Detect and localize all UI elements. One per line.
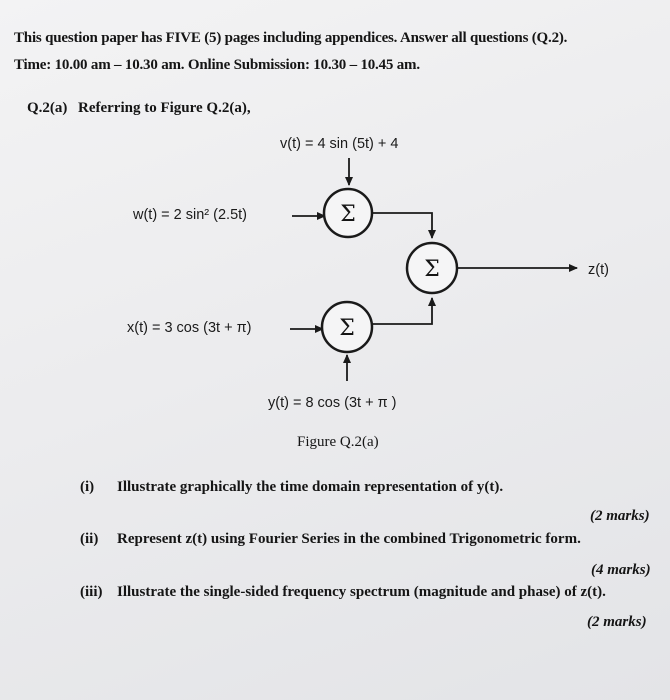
header-line-2: Time: 10.00 am – 10.30 am. Online Submission: 10.30 – 10.45 am. bbox=[14, 57, 420, 73]
top-sum-to-right-sum-arrow bbox=[373, 213, 432, 238]
y-signal-label: y(t) = 8 cos (3t + π ) bbox=[268, 395, 397, 411]
item-3-text: Illustrate the single-sided frequency spectrum (magnitude and phase) of z(t). bbox=[117, 584, 606, 600]
w-signal-label: w(t) = 2 sin² (2.5t) bbox=[133, 207, 248, 223]
z-output-label: z(t) bbox=[588, 262, 609, 278]
item-2-number: (ii) bbox=[80, 531, 99, 547]
bottom-sum-to-right-sum-arrow bbox=[372, 298, 432, 324]
sum-symbol-bottom: Σ bbox=[339, 316, 355, 341]
header-line-1: This question paper has FIVE (5) pages including appendices. Answer all questions (Q.2). bbox=[14, 30, 568, 46]
x-signal-label: x(t) = 3 cos (3t + π) bbox=[127, 320, 252, 336]
question-label: Q.2(a) bbox=[27, 100, 68, 116]
sum-symbol-top: Σ bbox=[340, 202, 356, 227]
item-2-marks: (4 marks) bbox=[591, 562, 651, 578]
question-intro: Referring to Figure Q.2(a), bbox=[78, 100, 251, 116]
item-2-text: Represent z(t) using Fourier Series in the combined Trigonometric form. bbox=[117, 531, 581, 547]
item-3-number: (iii) bbox=[80, 584, 103, 600]
item-3-marks: (2 marks) bbox=[587, 614, 647, 630]
sum-symbol-right: Σ bbox=[424, 257, 440, 282]
item-1-text: Illustrate graphically the time domain representation of y(t). bbox=[117, 479, 504, 495]
item-1-marks: (2 marks) bbox=[590, 508, 650, 524]
figure-caption: Figure Q.2(a) bbox=[297, 434, 379, 450]
v-signal-label: v(t) = 4 sin (5t) + 4 bbox=[280, 136, 399, 152]
item-1-number: (i) bbox=[80, 479, 95, 495]
